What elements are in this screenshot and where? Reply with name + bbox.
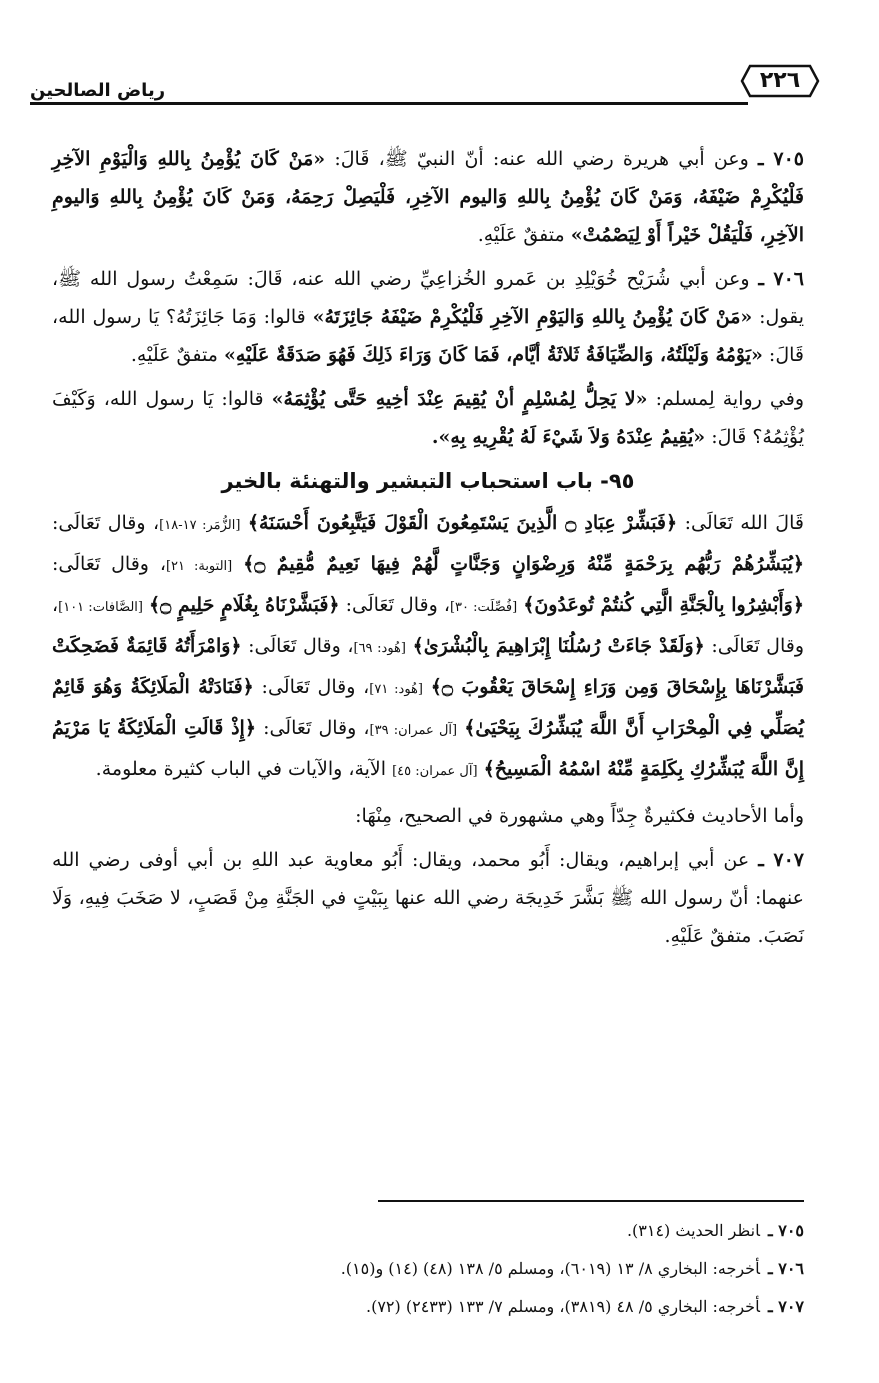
hadith-source: متفقٌ عَلَيْهِ. [130, 344, 218, 366]
verse: ﴿فَبَشَّرْنَاهُ بِغُلَامٍ حَلِيمٍ ۝﴾ [149, 594, 340, 616]
hadiths-intro: وأما الأحاديث فكثيرةٌ جِدّاً وهي مشهورة في الصحيح، مِنْهَا: [355, 805, 804, 827]
verse: ﴿فَنَادَتْهُ الْمَلَائِكَةُ وَهُوَ قَائِمٌ يُصَلِّي فِي الْمِحْرَابِ أَنَّ اللَّهَ يُبَشِّرُكَ بِيَحْيَىٰ﴾ [52, 676, 804, 739]
verse: ﴿يُبَشِّرُهُمْ رَبُّهُم بِرَحْمَةٍ مِّنْهُ وَرِضْوَانٍ وَجَنَّاتٍ لَّهُمْ فِيهَا نَعِيمٌ مُّقِيمٌ ۝﴾ [243, 553, 804, 575]
verse-intro: ، وقال تَعَالَى: [52, 553, 166, 575]
hadith-source: متفقٌ عَلَيْهِ. [664, 925, 752, 947]
verse: ﴿فَبَشِّرْ عِبَادِ ۝ الَّذِينَ يَسْتَمِعُونَ الْقَوْلَ فَيَتَّبِعُونَ أَحْسَنَهُ﴾ [247, 512, 678, 534]
verse-intro: ، وقال تَعَالَى: [248, 635, 354, 657]
footnote-number: ٧٠٥ ـ [767, 1221, 804, 1240]
hadith-text: بَشَّرَ خَدِيجَة رضي الله عنها بِبَيْتٍ في الجَنَّةِ مِنْ قَصَبٍ، لا صَخَبَ فِيهِ، وَلَا نَصَبَ. [52, 887, 804, 947]
hadith-source: متفقٌ عَلَيْهِ. [477, 224, 565, 246]
hadith-705 [52, 140, 804, 254]
hadith-intro: وعن أبي هريرة رضي الله عنه: أنّ النبيّ ﷺ، قَالَ: [334, 148, 749, 170]
verse: ﴿وَلَقَدْ جَاءَتْ رُسُلُنَا إِبْرَاهِيمَ بِالْبُشْرَىٰ﴾ [412, 635, 705, 657]
verse-reference: [هُود: ٦٩] [353, 641, 406, 656]
verse-intro: ، وقال تَعَالَى: [261, 676, 370, 698]
verse: ﴿وَأَبْشِرُوا بِالْجَنَّةِ الَّتِي كُنتُمْ تُوعَدُونَ﴾ [523, 594, 804, 616]
footnote [160, 1288, 804, 1326]
muslim-narration [52, 380, 804, 456]
verse-reference: [الزُّمَر: ١٧-١٨] [159, 518, 241, 533]
hadith-text-2: «يَوْمُهُ وَلَيْلَتُهُ، وَالضِّيَافَةُ ثَلاثَةُ أيَّام، فَمَا كَانَ وَرَاءَ ذَلِكَ فَهُوَ صَدَقَةٌ عَلَيْهِ» [223, 344, 763, 366]
verse-reference: [هُود: ٧١] [369, 682, 423, 697]
narration-question: قالوا: يَا رسول الله، وَكَيْفَ يُؤْثِمُهُ؟ قَالَ: [52, 388, 804, 448]
verse-intro: ، وقال تَعَالَى: [263, 717, 370, 739]
verse-intro: ، وقال تَعَالَى: [345, 594, 450, 616]
chapter-verses [52, 504, 804, 791]
chapter-title: ٩٥- باب استحباب التبشير والتهنئة بالخير [221, 469, 635, 493]
footnote [160, 1250, 804, 1288]
hadith-text: «مَنْ كَانَ يُؤْمِنُ بِاللهِ وَالْيَوْمِ الآخِرِ فَلْيُكْرِمْ ضَيْفَهُ، وَمَنْ كَانَ يُؤْمِنُ بِاللهِ وَاليوم الآخِرِ، فَلْيَصِلْ رَحِمَهُ، وَمَنْ كَانَ يُؤْمِنُ بِاللهِ وَاليومِ الآخِرِ، فَلْيَقُلْ خَيْراً أَوْ لِيَصْمُتْ» [52, 148, 804, 246]
footnote-rule [378, 1200, 804, 1202]
narration-text-2: «يُقِيمُ عِنْدَهُ وَلاَ شَيْءَ لَهُ يُقْرِيهِ بِهِ». [431, 426, 706, 448]
hadith-intro: وعن أبي شُرَيْح خُوَيْلِدِ بن عَمرو الخُزاعِيِّ رضي الله عنه، قَالَ: سَمِعْتُ رسول الله ﷺ، يقول: [52, 268, 804, 328]
footnote-text: انظر الحديث (٣١٤). [626, 1221, 760, 1240]
book-title: رياض الصالحين [30, 80, 166, 101]
narration-text: «لا يَحِلُّ لِمُسْلِمٍ أنْ يُقِيمَ عِنْدَ أخِيهِ حَتَّى يُؤْثِمَهُ» [271, 388, 648, 410]
verses-closing: الآية، والآيات في الباب كثيرة معلومة. [95, 758, 387, 780]
hadith-question: قالوا: وَمَا جَائِزَتُهُ؟ يَا رسول الله، قَالَ: [52, 306, 804, 366]
hadith-intro: عن أبي إبراهيم، ويقال: أَبُو محمد، ويقال: أَبُو معاوية عبد اللهِ بن أبي أوفى رضي الله عنهما: أنّ رسول الله ﷺ [52, 849, 805, 909]
verse-reference: [فُصِّلَت: ٣٠] [449, 600, 518, 615]
footnote-text: أخرجه: البخاري ٨/ ١٣ (٦٠١٩)، ومسلم ٥/ ١٣٨ (٤٨) (١٤) و(١٥). [340, 1259, 760, 1278]
hadith-number: ٧٠٧ ـ [758, 849, 804, 871]
verse: ﴿إِذْ قَالَتِ الْمَلَائِكَةُ يَا مَرْيَمُ إِنَّ اللَّهَ يُبَشِّرُكِ بِكَلِمَةٍ مِّنْهُ اسْمُهُ الْمَسِيحُ﴾ [52, 717, 804, 780]
verse-intro: ، وقال تَعَالَى: [52, 594, 805, 657]
footnote-text: أخرجه: البخاري ٥/ ٤٨ (٣٨١٩)، ومسلم ٧/ ١٣٣ (٢٤٣٣) (٧٢). [366, 1297, 760, 1316]
footnote [160, 1212, 804, 1250]
verse-reference: [الصَّافات: ١٠١] [58, 600, 143, 615]
hadith-text: «مَنْ كَانَ يُؤْمِنُ بِاللهِ وَاليَوْمِ الآخِرِ فَلْيُكْرِمْ ضَيْفَهُ جَائِزَتَهُ» [312, 306, 753, 328]
verse-intro: قَالَ الله تَعَالَى: [684, 512, 804, 534]
footnote-number: ٧٠٧ ـ [767, 1297, 804, 1316]
footnote-number: ٧٠٦ ـ [767, 1259, 804, 1278]
verse-intro: ، وقال تَعَالَى: [52, 512, 160, 534]
page-number [740, 64, 820, 98]
verse-reference: [آل عمران: ٤٥] [392, 764, 478, 779]
main-text [52, 140, 804, 961]
page-header [30, 62, 820, 112]
hadith-706 [52, 260, 804, 374]
hadith-number: ٧٠٥ ـ [758, 148, 804, 170]
hadith-707 [52, 841, 804, 955]
header-rule [30, 102, 748, 105]
verse: ﴿وَامْرَأَتُهُ قَائِمَةٌ فَضَحِكَتْ فَبَشَّرْنَاهَا بِإِسْحَاقَ وَمِن وَرَاءِ إِسْحَاقَ يَعْقُوبَ ۝﴾ [52, 635, 804, 698]
page-number-value: ٢٢٦ [759, 68, 801, 93]
footnotes [160, 1212, 804, 1326]
hadith-number: ٧٠٦ ـ [758, 268, 805, 290]
narration-intro: وفي رواية لِمسلم: [655, 388, 805, 410]
verse-reference: [آل عمران: ٣٩] [369, 723, 458, 738]
verse-reference: [التوبة: ٢١] [165, 559, 233, 574]
